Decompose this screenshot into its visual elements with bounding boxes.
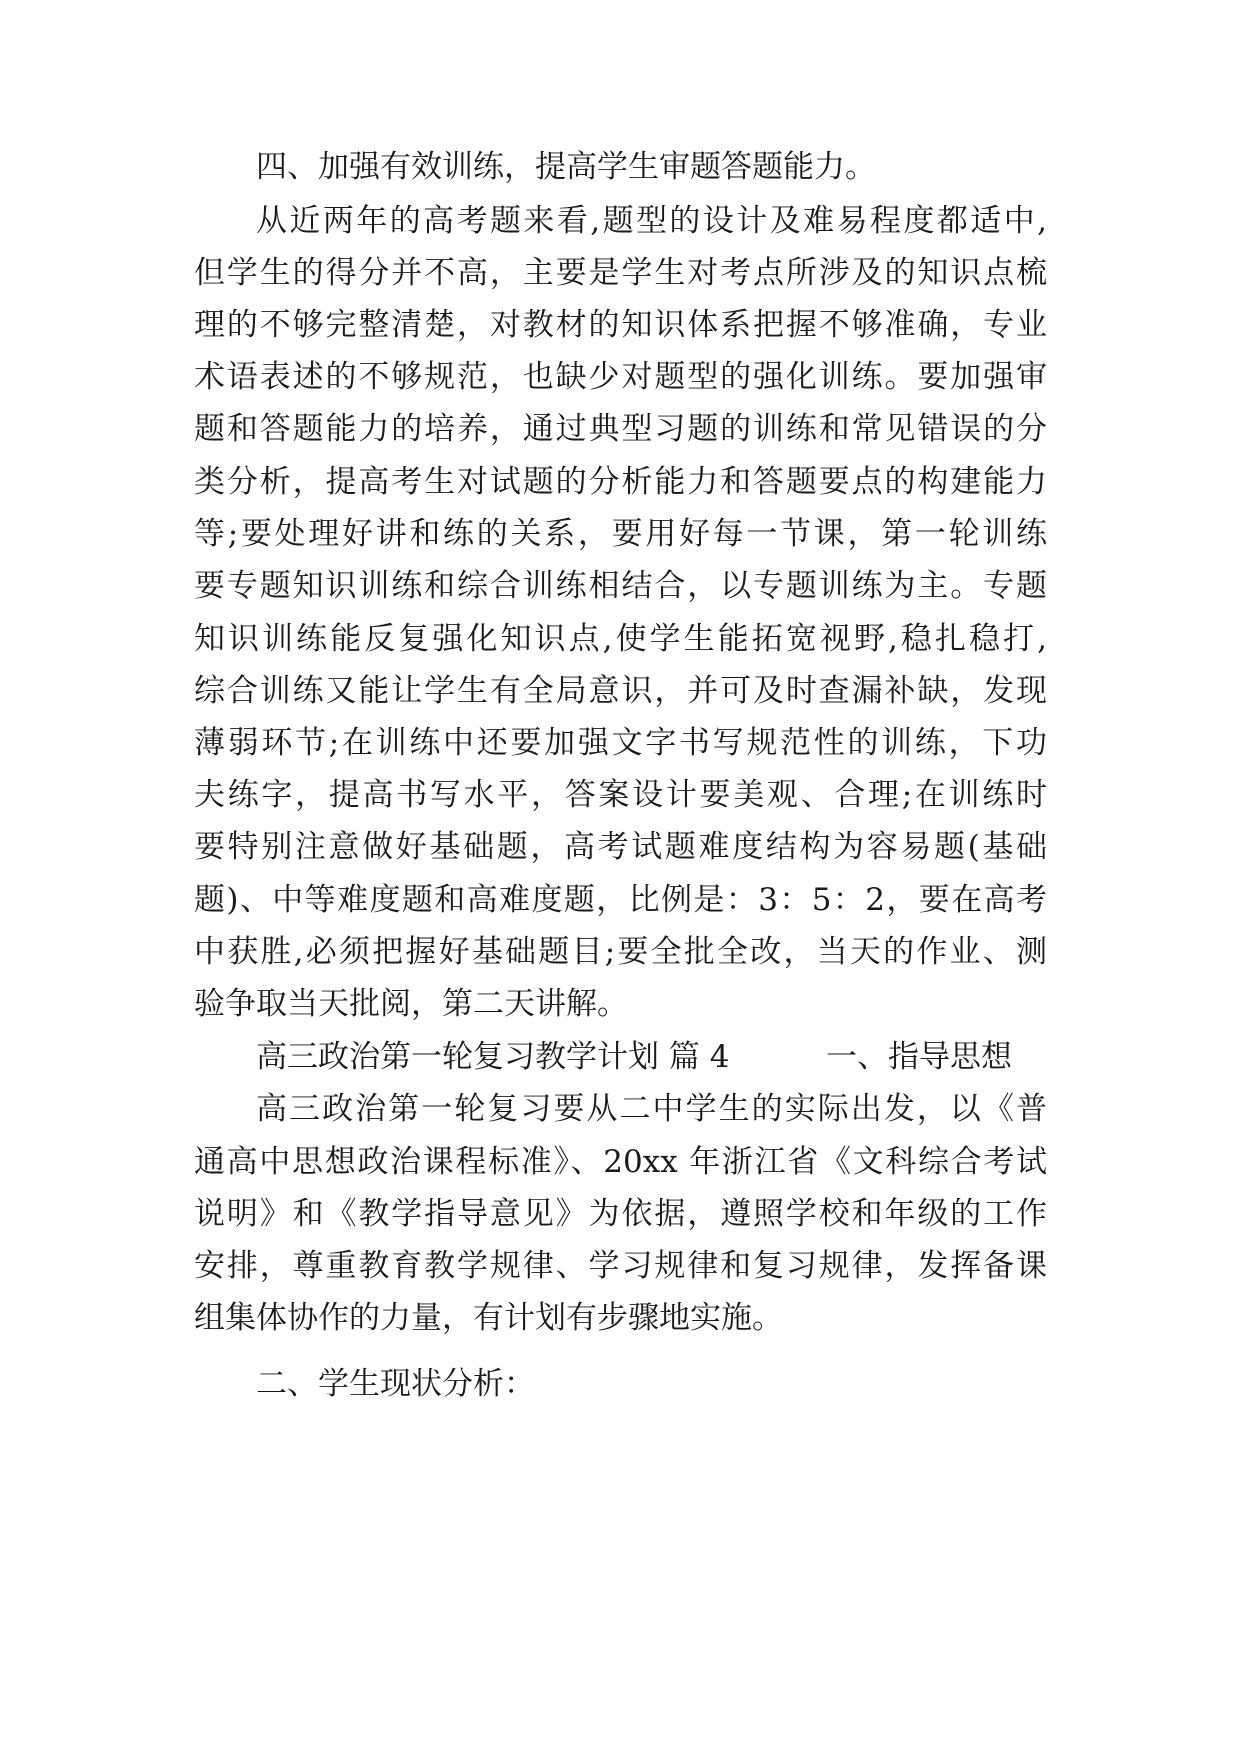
paragraph-line: 但学生的得分并不高，主要是学生对考点所涉及的知识点梳 xyxy=(194,255,1047,291)
article-title: 高三政治第一轮复习教学计划 篇 4 xyxy=(256,1039,730,1075)
paragraph-line: 说明》和《教学指导意见》为依据，遵照学校和年级的工作 xyxy=(194,1196,1047,1232)
section-heading-2: 二、学生现状分析： xyxy=(256,1366,535,1402)
paragraph-line: 等;要处理好讲和练的关系，要用好每一节课，第一轮训练 xyxy=(194,516,1047,552)
paragraph-line: 题)、中等难度题和高难度题，比例是：3：5：2，要在高考 xyxy=(194,882,1047,918)
paragraph-line: 高三政治第一轮复习要从二中学生的实际出发，以《普 xyxy=(256,1091,1047,1127)
section-heading-guiding: 一、指导思想 xyxy=(826,1039,1012,1075)
paragraph-line: 中获胜,必须把握好基础题目;要全批全改，当天的作业、测 xyxy=(194,934,1047,970)
paragraph-line: 夫练字，提高书写水平，答案设计要美观、合理;在训练时 xyxy=(194,777,1047,813)
paragraph-line: 知识训练能反复强化知识点,使学生能拓宽视野,稳扎稳打, xyxy=(194,621,1047,657)
paragraph-line: 类分析，提高考生对试题的分析能力和答题要点的构建能力 xyxy=(194,464,1047,500)
paragraph-line: 通高中思想政治课程标准》、20xx 年浙江省《文科综合考试 xyxy=(194,1144,1047,1180)
paragraph-line: 薄弱环节;在训练中还要加强文字书写规范性的训练，下功 xyxy=(194,725,1047,761)
paragraph-line: 组集体协作的力量，有计划有步骤地实施。 xyxy=(194,1300,783,1336)
paragraph-line: 验争取当天批阅，第二天讲解。 xyxy=(194,986,628,1022)
paragraph-line: 术语表述的不够规范，也缺少对题型的强化训练。要加强审 xyxy=(194,359,1047,395)
paragraph-line: 综合训练又能让学生有全局意识，并可及时查漏补缺，发现 xyxy=(194,673,1047,709)
paragraph-line: 要专题知识训练和综合训练相结合，以专题训练为主。专题 xyxy=(194,568,1047,604)
paragraph-line: 题和答题能力的培养，通过典型习题的训练和常见错误的分 xyxy=(194,411,1047,447)
paragraph-line: 安排，尊重教育教学规律、学习规律和复习规律，发挥备课 xyxy=(194,1248,1047,1284)
paragraph-line: 要特别注意做好基础题，高考试题难度结构为容易题(基础 xyxy=(194,829,1047,865)
section-heading-4: 四、加强有效训练，提高学生审题答题能力。 xyxy=(256,149,876,185)
paragraph-line: 从近两年的高考题来看,题型的设计及难易程度都适中, xyxy=(256,203,1047,239)
paragraph-line: 理的不够完整清楚，对教材的知识体系把握不够准确，专业 xyxy=(194,307,1047,343)
